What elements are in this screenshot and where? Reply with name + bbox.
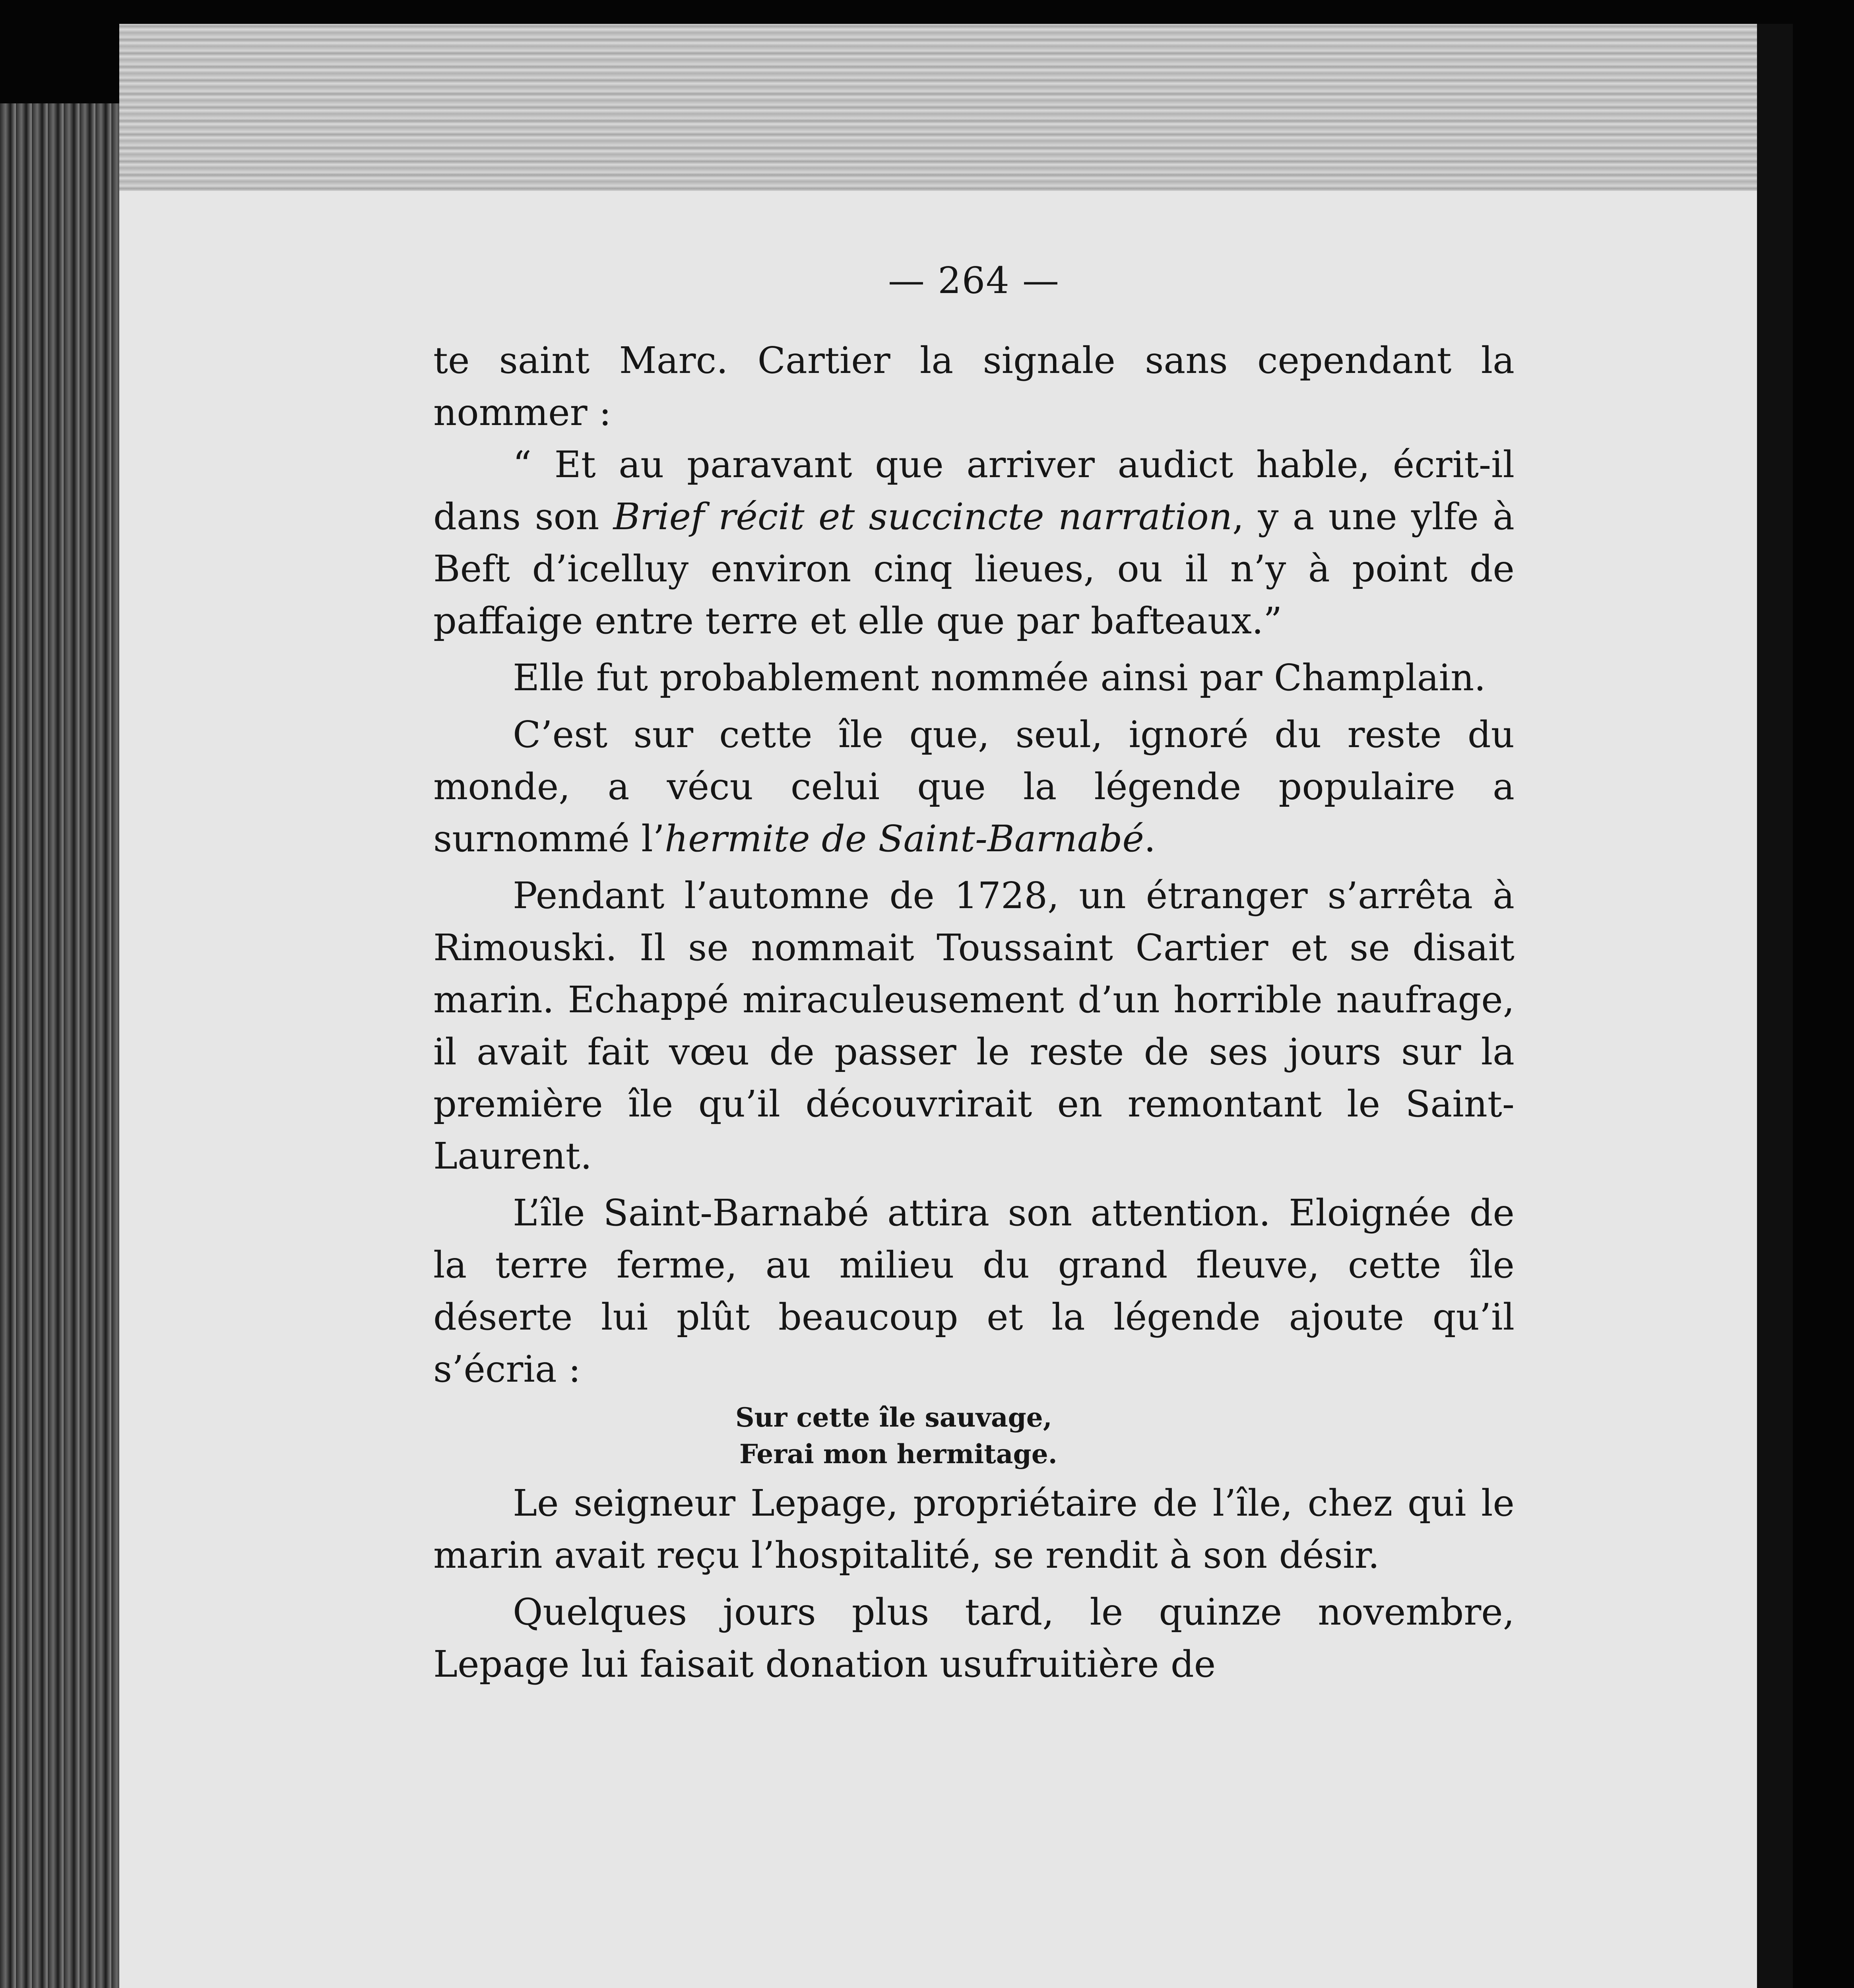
paragraph-1: te saint Marc. Cartier la signale sans cependant la nommer :	[433, 339, 1515, 434]
italic-title: Brief récit et succincte narration	[613, 495, 1232, 538]
verse-line-1: Sur cette île sauvage,	[735, 1402, 1052, 1433]
paragraph-6: L’île Saint-Barnabé attira son attention. Eloignée de la terre ferme, au milieu du grand fleuve, cette île déserte lui plût beaucoup et la légende ajoute qu’il s’écria :	[433, 1192, 1515, 1390]
book-page-edges	[0, 103, 127, 1988]
paragraph-2-quote: “ Et au paravant que arriver audict hable, écrit-il dans son Brief récit et succincte narration, y a une ylfe à Beft d’icelluy environ cinq lieues, ou il n’y à point de paffaige entre terre et elle que par bafteaux.”	[433, 443, 1515, 642]
italic-hermit: hermite de Saint-Barnabé	[664, 817, 1144, 860]
paragraph-4: C’est sur cette île que, seul, ignoré du reste du monde, a vécu celui que la légende populaire a surnommé l’hermite de Saint-Barnabé.	[433, 713, 1515, 860]
paragraph-5: Pendant l’automne de 1728, un étranger s’arrêta à Rimouski. Il se nommait Toussaint Cartier et se disait marin. Echappé miraculeusement d’un horrible naufrage, il avait fait vœu de passer le reste de ses jours sur la première île qu’il découvrirait en remontant le Saint-Laurent.	[433, 874, 1515, 1177]
paragraph-7: Le seigneur Lepage, propriétaire de l’île, chez qui le marin avait reçu l’hospitalité, se rendit à son désir.	[433, 1482, 1515, 1576]
page-number: — 264 —	[888, 259, 1060, 302]
page-text	[433, 254, 1515, 1690]
right-scan-edge	[1757, 24, 1793, 1988]
worn-top-edge	[119, 24, 1793, 191]
paragraph-8: Quelques jours plus tard, le quinze novembre, Lepage lui faisait donation usufruitière de	[433, 1591, 1515, 1685]
verse-line-2: Ferai mon hermitage.	[739, 1439, 1057, 1470]
verse	[433, 1399, 1515, 1472]
paragraph-3: Elle fut probablement nommée ainsi par Champlain.	[513, 656, 1486, 699]
